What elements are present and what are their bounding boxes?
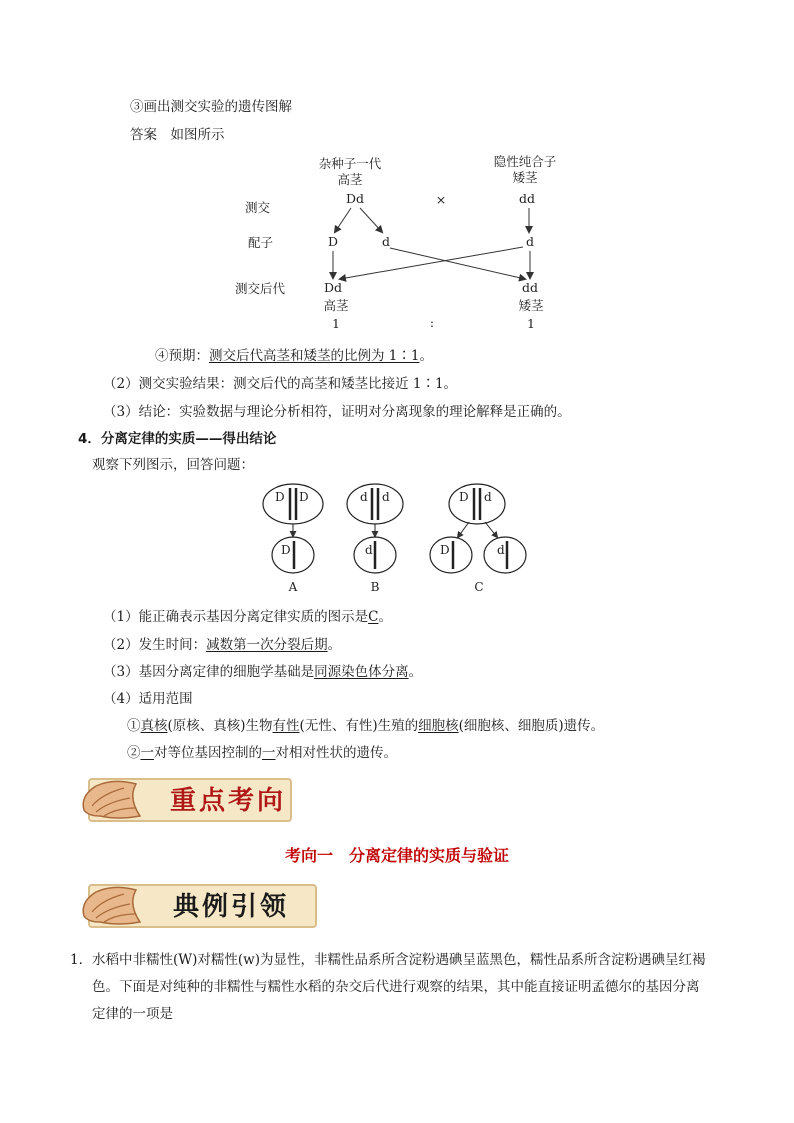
banner1-title: 重点考向	[170, 786, 287, 816]
cross-symbol: ×	[435, 192, 447, 207]
prediction-prefix: ④预期：	[155, 348, 209, 364]
cell-C-bottom-left	[430, 537, 472, 573]
left-genotype: Dd	[345, 191, 365, 206]
q1-answer: C	[368, 609, 379, 625]
scope2-marker: ②	[127, 745, 141, 761]
cell-division-figure	[255, 480, 540, 596]
scope-line-2	[127, 741, 397, 761]
gamete-d-left: d	[381, 234, 391, 249]
banner-typical-examples	[78, 878, 318, 930]
q3-line	[103, 660, 422, 680]
right-header-2: 矮茎	[512, 170, 538, 185]
A-bottom-allele: D	[281, 543, 291, 557]
gamete-d-right: d	[525, 234, 535, 249]
label-B: B	[370, 580, 380, 594]
question-line-3: 定律的一项是	[92, 1006, 173, 1022]
row-gamete-label: 配子	[248, 235, 274, 250]
right-header-1: 隐性纯合子	[493, 154, 557, 169]
scope2-text1: 对等位基因控制的	[154, 745, 262, 761]
C-top-left-allele: D	[459, 490, 469, 504]
scope1-text1: (原核、真核)生物	[167, 718, 273, 734]
question-line-2: 色。下面是对纯种的非糯性与糯性水稻的杂交后代进行观察的结果，其中能直接证明孟德尔的基因分离	[92, 979, 700, 995]
question-number: 1．	[70, 952, 93, 968]
conclusion-line: （3）结论：实验数据与理论分析相符，证明对分离现象的理论解释是正确的。	[103, 404, 571, 420]
conch-shell-icon	[78, 882, 144, 928]
scope2-text2: 对相对性状的遗传。	[275, 745, 397, 761]
q1-end: 。	[378, 609, 392, 625]
cell-B-top	[347, 484, 403, 524]
conch-shell-icon	[78, 776, 144, 822]
q1-text: （1）能正确表示基因分离定律实质的图示是	[103, 609, 369, 625]
arrow-dleft-dd	[390, 248, 525, 279]
q1-line	[103, 605, 392, 625]
scope1-ans3: 细胞核	[418, 718, 459, 734]
B-top-right-allele: d	[382, 490, 390, 504]
scope1-text2: (无性、有性)生殖的	[299, 718, 419, 734]
row-cross-label: 测交	[245, 200, 271, 215]
offspring-short: 矮茎	[518, 298, 544, 313]
offspring-Dd: Dd	[323, 280, 343, 295]
q3-end: 。	[408, 664, 423, 680]
left-header-1: 杂种子一代	[318, 156, 382, 171]
cell-C-top	[449, 484, 505, 524]
result-line: （2）测交实验结果：测交后代的高茎和矮茎比接近 1∶1。	[103, 376, 458, 392]
testcross-diagram	[220, 148, 580, 336]
right-genotype: dd	[518, 191, 536, 206]
prediction-answer: 测交后代高茎和矮茎的比例为 1∶1	[209, 348, 420, 364]
offspring-dd: dd	[521, 280, 539, 295]
B-bottom-allele: d	[365, 543, 373, 557]
label-C: C	[474, 580, 484, 594]
answer-line: 答案 如图所示	[130, 127, 225, 143]
q2-end: 。	[327, 637, 342, 653]
scope1-ans1: 真核	[140, 718, 168, 734]
A-top-right-allele: D	[299, 490, 309, 504]
C-top-right-allele: d	[484, 490, 492, 504]
label-A: A	[288, 580, 298, 594]
cell-A-top	[263, 484, 323, 524]
scope2-ans2: 一	[262, 745, 276, 761]
section-title: 考向一 分离定律的实质与验证	[284, 846, 509, 865]
left-header-2: 高茎	[337, 172, 363, 187]
B-top-left-allele: d	[360, 490, 368, 504]
q2-text: （2）发生时间：	[103, 637, 207, 653]
arrow-C-left	[458, 522, 469, 537]
ratio-left: 1	[332, 316, 340, 331]
prediction-suffix: 。	[419, 348, 433, 364]
section4-intro: 观察下列图示，回答问题：	[92, 457, 254, 473]
row-offspring-label: 测交后代	[235, 281, 286, 296]
q2-line	[103, 633, 341, 653]
banner2-title: 典例引领	[173, 892, 290, 922]
ratio-right: 1	[527, 316, 535, 331]
q3-answer: 同源染色体分离	[314, 664, 409, 680]
banner-key-directions	[78, 772, 293, 824]
cell-C-bottom-right	[484, 537, 526, 573]
C-bottom-left-allele: D	[440, 543, 450, 557]
section4-heading: 4．分离定律的实质——得出结论	[78, 431, 277, 447]
scope2-ans1: 一	[140, 745, 154, 761]
A-top-left-allele: D	[275, 490, 285, 504]
offspring-tall: 高茎	[323, 298, 349, 313]
q2-answer: 减数第一次分裂后期	[206, 637, 328, 653]
scope1-text3: (细胞核、细胞质)遗传。	[458, 718, 605, 734]
q3-text: （3）基因分离定律的细胞学基础是	[103, 664, 315, 680]
gamete-D: D	[327, 234, 339, 249]
question-line-1: 水稻中非糯性(W)对糯性(w)为显性，非糯性品系所含淀粉遇碘呈蓝黑色，糯性品系所含淀粉遇碘呈红褐	[92, 952, 706, 968]
q4-line: （4）适用范围	[103, 691, 193, 707]
arrow-dright-Dd	[340, 247, 523, 279]
ratio-colon: :	[429, 315, 435, 330]
arrow-Dd-d	[360, 208, 382, 232]
arrow-Dd-D	[335, 208, 351, 232]
C-bottom-right-allele: d	[497, 543, 505, 557]
step3-line: ③画出测交实验的遗传图解	[130, 99, 292, 115]
prediction-line	[155, 344, 433, 364]
scope-line-1	[127, 714, 604, 734]
scope1-marker: ①	[127, 718, 141, 734]
scope1-ans2: 有性	[272, 718, 300, 734]
arrow-C-right	[485, 522, 497, 537]
